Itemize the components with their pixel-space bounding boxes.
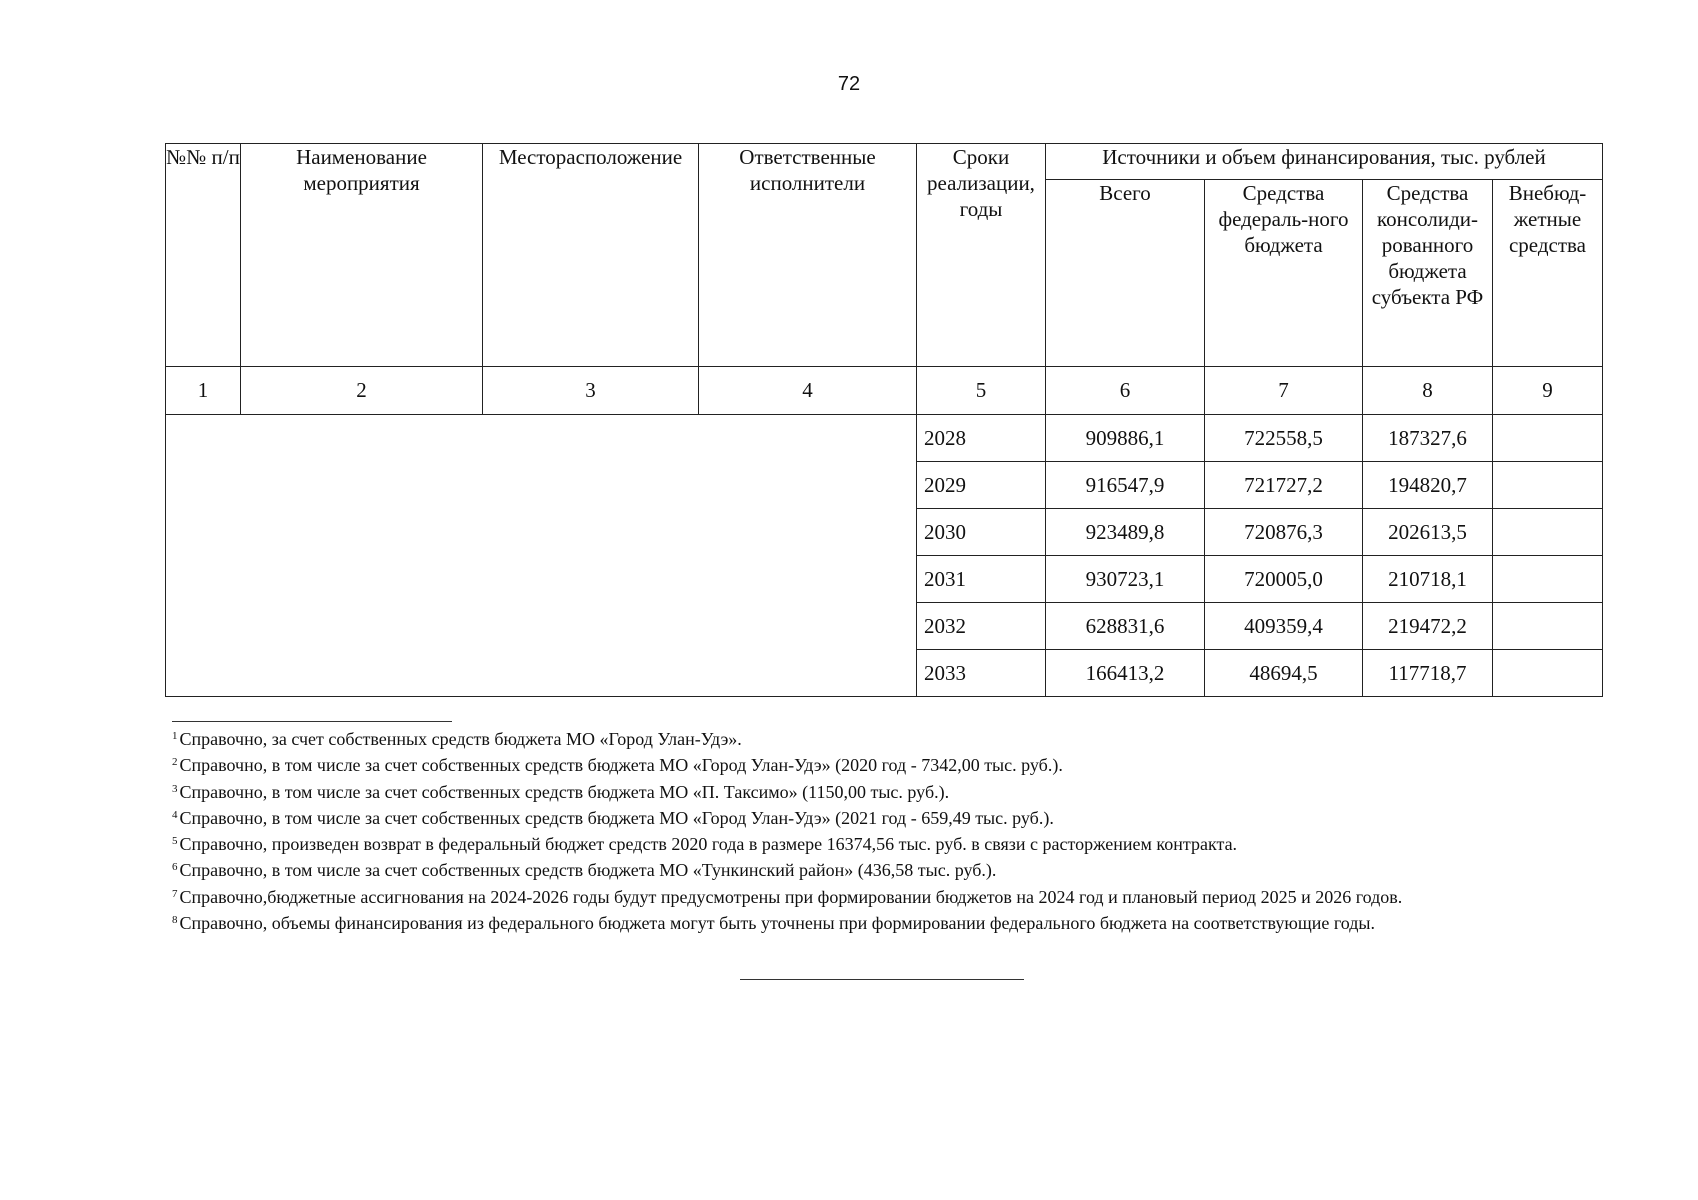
- extrabudget-cell: [1493, 509, 1603, 556]
- header-federal: Средства федераль-ного бюджета: [1205, 180, 1363, 367]
- footnote-text: Справочно, в том числе за счет собственных средств бюджета МО «Город Улан-Удэ» (2020 год - 7342,00 тыс. руб.).: [179, 755, 1063, 776]
- column-number-row: [166, 367, 1603, 415]
- extrabudget-cell: [1493, 556, 1603, 603]
- footnote-text: Справочно,бюджетные ассигнования на 2024-2026 годы будут предусмотрены при формировании бюджетов на 2024 год и плановый период 2025 и 2026 годов.: [179, 886, 1403, 907]
- column-number: 2: [241, 367, 483, 415]
- total-cell: 916547,9: [1046, 462, 1205, 509]
- year-cell: 2028: [917, 415, 1046, 462]
- federal-cell: 720005,0: [1205, 556, 1363, 603]
- footnote-text: Справочно, в том числе за счет собственных средств бюджета МО «Город Улан-Удэ» (2021 год - 659,49 тыс. руб.).: [179, 807, 1054, 828]
- footnote: [172, 856, 1622, 882]
- extrabudget-cell: [1493, 462, 1603, 509]
- federal-cell: 720876,3: [1205, 509, 1363, 556]
- header-num: №№ п/п: [166, 144, 241, 367]
- year-cell: 2033: [917, 650, 1046, 697]
- footnote: [172, 778, 1622, 804]
- footnote-mark: 5: [172, 835, 178, 848]
- header-name: Наименование мероприятия: [241, 144, 483, 367]
- footnote-text: Справочно, за счет собственных средств бюджета МО «Город Улан-Удэ».: [179, 729, 742, 749]
- header-extrabudget: Внебюд-жетные средства: [1493, 180, 1603, 367]
- consolidated-cell: 202613,5: [1363, 509, 1493, 556]
- footnote: [172, 830, 1622, 856]
- total-cell: 628831,6: [1046, 603, 1205, 650]
- footnote-mark: 6: [172, 861, 178, 874]
- end-of-document-rule: [740, 979, 1024, 980]
- merged-empty-cell: [166, 415, 917, 697]
- consolidated-cell: 117718,7: [1363, 650, 1493, 697]
- header-total: Всего: [1046, 180, 1205, 367]
- federal-cell: 722558,5: [1205, 415, 1363, 462]
- table-row: [166, 415, 1603, 462]
- footnote-mark: 3: [172, 782, 178, 795]
- total-cell: 166413,2: [1046, 650, 1205, 697]
- financing-table: [165, 143, 1603, 697]
- total-cell: 923489,8: [1046, 509, 1205, 556]
- footnote: [172, 751, 1622, 777]
- year-cell: 2032: [917, 603, 1046, 650]
- column-number: 7: [1205, 367, 1363, 415]
- column-number: 9: [1493, 367, 1603, 415]
- federal-cell: 409359,4: [1205, 603, 1363, 650]
- year-cell: 2031: [917, 556, 1046, 603]
- footnote-separator: [172, 721, 452, 722]
- footnote-mark: 4: [172, 808, 178, 821]
- footnote-mark: 2: [172, 756, 178, 769]
- footnote-mark: 8: [172, 914, 178, 927]
- total-cell: 909886,1: [1046, 415, 1205, 462]
- footnote: [172, 883, 1622, 909]
- footnote-mark: 1: [172, 730, 178, 742]
- header-terms: Сроки реализации, годы: [917, 144, 1046, 367]
- footnote-text: Справочно, в том числе за счет собственных средств бюджета МО «Тункинский район» (436,58 тыс. руб.).: [179, 860, 997, 881]
- column-number: 1: [166, 367, 241, 415]
- footnote: [172, 909, 1622, 935]
- federal-cell: 48694,5: [1205, 650, 1363, 697]
- page-number: 72: [837, 73, 861, 95]
- footnote: [172, 725, 1622, 751]
- consolidated-cell: 210718,1: [1363, 556, 1493, 603]
- header-consolidated: Средства консолиди-рованного бюджета субъекта РФ: [1363, 180, 1493, 367]
- column-number: 4: [699, 367, 917, 415]
- total-cell: 930723,1: [1046, 556, 1205, 603]
- year-cell: 2029: [917, 462, 1046, 509]
- consolidated-cell: 187327,6: [1363, 415, 1493, 462]
- extrabudget-cell: [1493, 603, 1603, 650]
- column-number: 6: [1046, 367, 1205, 415]
- federal-cell: 721727,2: [1205, 462, 1363, 509]
- footnote: [172, 804, 1622, 830]
- column-number: 8: [1363, 367, 1493, 415]
- column-number: 3: [483, 367, 699, 415]
- header-responsible: Ответственные исполнители: [699, 144, 917, 367]
- extrabudget-cell: [1493, 415, 1603, 462]
- consolidated-cell: 194820,7: [1363, 462, 1493, 509]
- footnote-text: Справочно, произведен возврат в федеральный бюджет средств 2020 года в размере 16374,56 тыс. руб. в связи с расторжением контракта.: [179, 834, 1238, 855]
- header-sources: Источники и объем финансирования, тыс. рублей: [1046, 144, 1603, 180]
- header-location: Месторасположение: [483, 144, 699, 367]
- footnote-mark: 7: [172, 887, 178, 900]
- year-cell: 2030: [917, 509, 1046, 556]
- column-number: 5: [917, 367, 1046, 415]
- footnote-text: Справочно, в том числе за счет собственных средств бюджета МО «П. Таксимо» (1150,00 тыс. руб.).: [179, 781, 950, 802]
- consolidated-cell: 219472,2: [1363, 603, 1493, 650]
- extrabudget-cell: [1493, 650, 1603, 697]
- footnotes: [172, 725, 1622, 935]
- footnote-text: Справочно, объемы финансирования из федерального бюджета могут быть уточнены при формировании федерального бюджета на соответствующие годы.: [179, 913, 1375, 934]
